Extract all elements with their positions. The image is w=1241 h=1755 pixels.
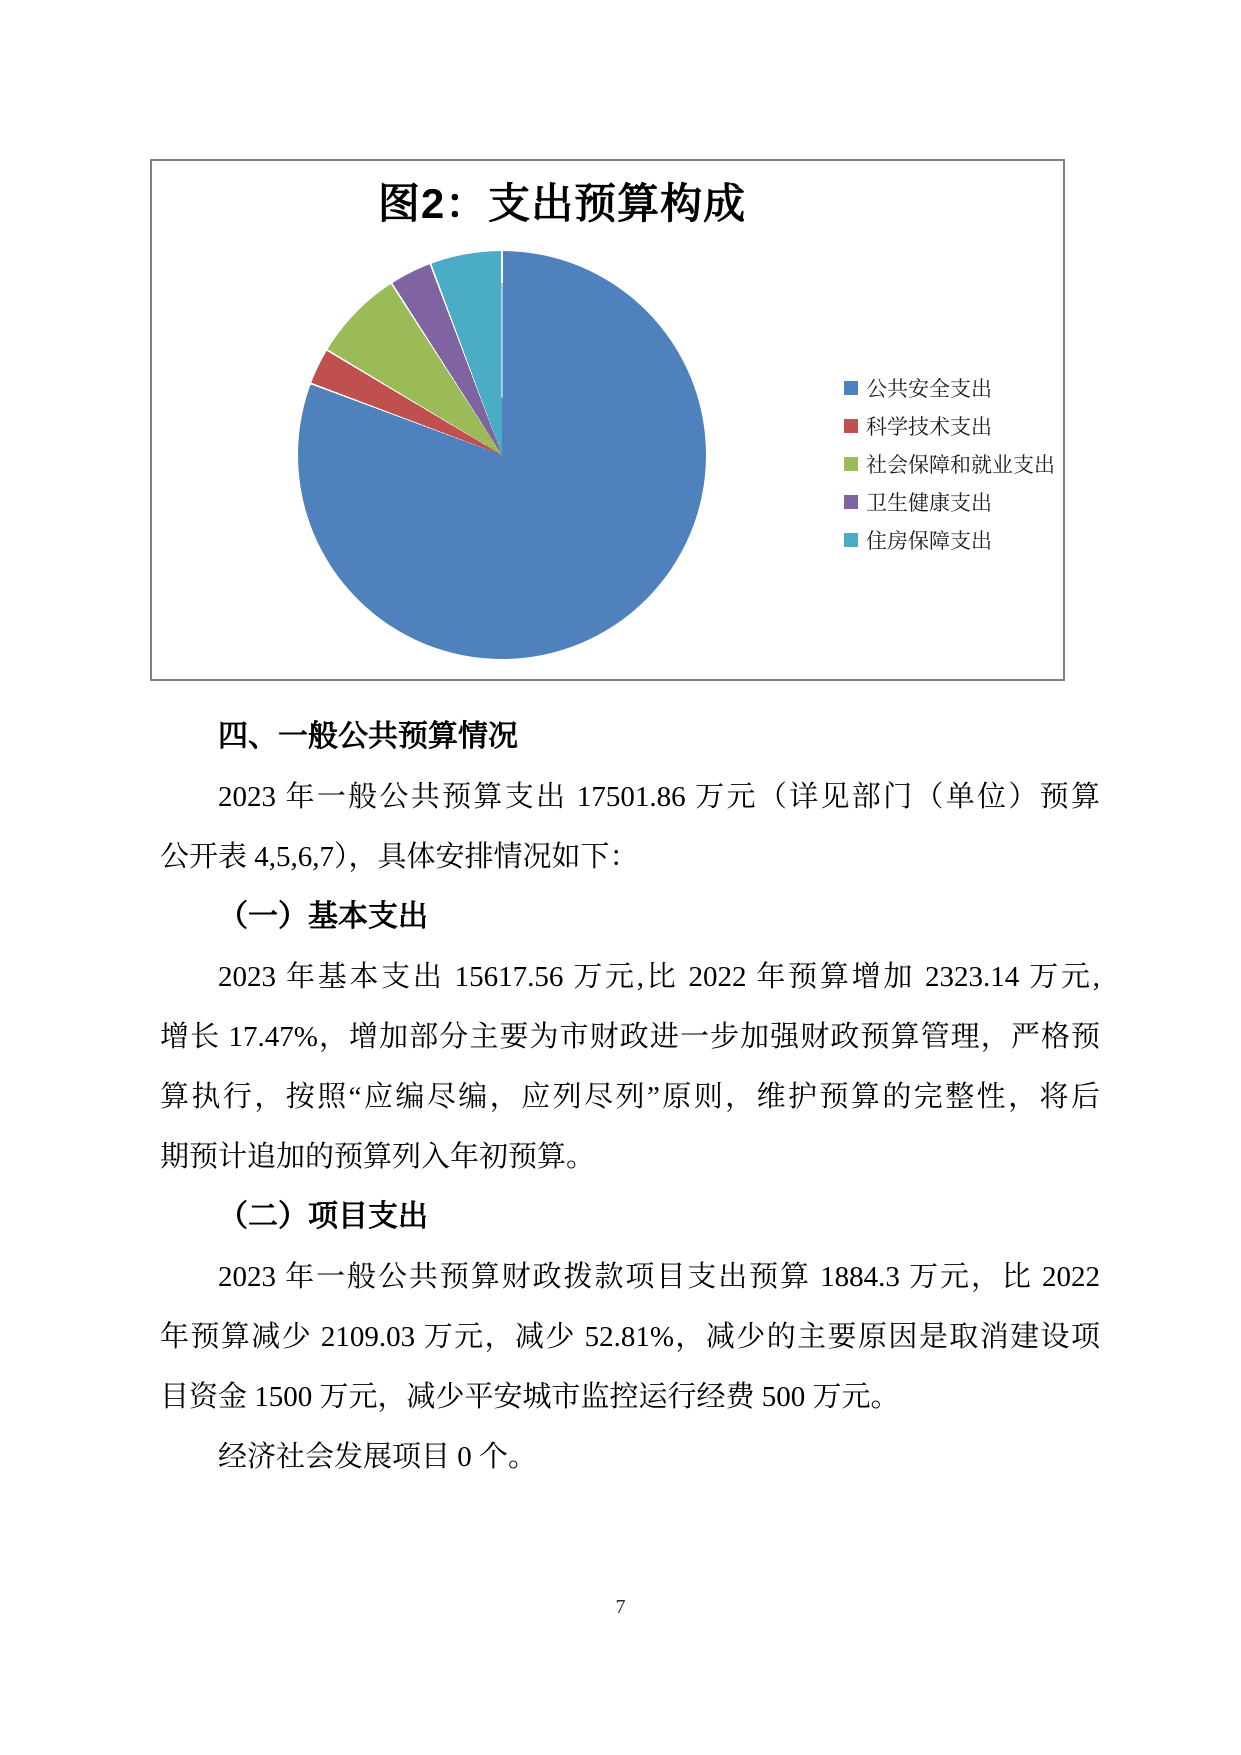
pie-graphic xyxy=(298,251,706,659)
body-text-line: 2023 年一般公共预算支出 17501.86 万元（详见部门（单位）预算 xyxy=(218,781,1100,813)
legend-item xyxy=(844,491,1055,513)
page-number: 7 xyxy=(615,1596,626,1618)
body-text-line: 增长 17.47%，增加部分主要为市财政进一步加强财政预算管理，严格预 xyxy=(160,1021,1100,1053)
legend-item xyxy=(844,453,1055,475)
body-text-line: 2023 年基本支出 15617.56 万元,比 2022 年预算增加 2323.14 万元, xyxy=(218,961,1100,993)
legend-item xyxy=(844,529,1055,551)
legend-label: 公共安全支出 xyxy=(866,377,992,401)
body-text-line: 年预算减少 2109.03 万元，减少 52.81%，减少的主要原因是取消建设项 xyxy=(160,1321,1100,1353)
legend-label: 社会保障和就业支出 xyxy=(866,453,1055,477)
legend-color-swatch-icon xyxy=(844,533,858,547)
legend-label: 卫生健康支出 xyxy=(866,491,992,515)
legend-color-swatch-icon xyxy=(844,381,858,395)
expenditure-pie-chart-frame xyxy=(150,159,1065,681)
body-text-line: 2023 年一般公共预算财政拨款项目支出预算 1884.3 万元，比 2022 xyxy=(218,1261,1100,1293)
legend-color-swatch-icon xyxy=(844,495,858,509)
section-heading: （二）项目支出 xyxy=(218,1200,428,1233)
body-text-line: 公开表 4,5,6,7），具体安排情况如下： xyxy=(160,841,639,873)
legend-color-swatch-icon xyxy=(844,419,858,433)
legend-label: 住房保障支出 xyxy=(866,529,992,553)
legend-item xyxy=(844,415,1055,437)
body-text-line: 经济社会发展项目 0 个。 xyxy=(218,1441,538,1473)
section-heading: （一）基本支出 xyxy=(218,900,428,933)
legend-label: 科学技术支出 xyxy=(866,415,992,439)
body-text-line: 目资金 1500 万元，减少平安城市监控运行经费 500 万元。 xyxy=(160,1381,900,1413)
legend-color-swatch-icon xyxy=(844,457,858,471)
legend-item xyxy=(844,377,1055,399)
section-heading: 四、一般公共预算情况 xyxy=(218,720,518,753)
body-text-line: 算执行，按照“应编尽编，应列尽列”原则，维护预算的完整性，将后 xyxy=(160,1081,1100,1113)
chart-legend xyxy=(844,377,1055,551)
document-body xyxy=(160,707,1100,1487)
chart-title: 图2：支出预算构成 xyxy=(377,180,747,227)
body-text-line: 期预计追加的预算列入年初预算。 xyxy=(160,1141,596,1173)
